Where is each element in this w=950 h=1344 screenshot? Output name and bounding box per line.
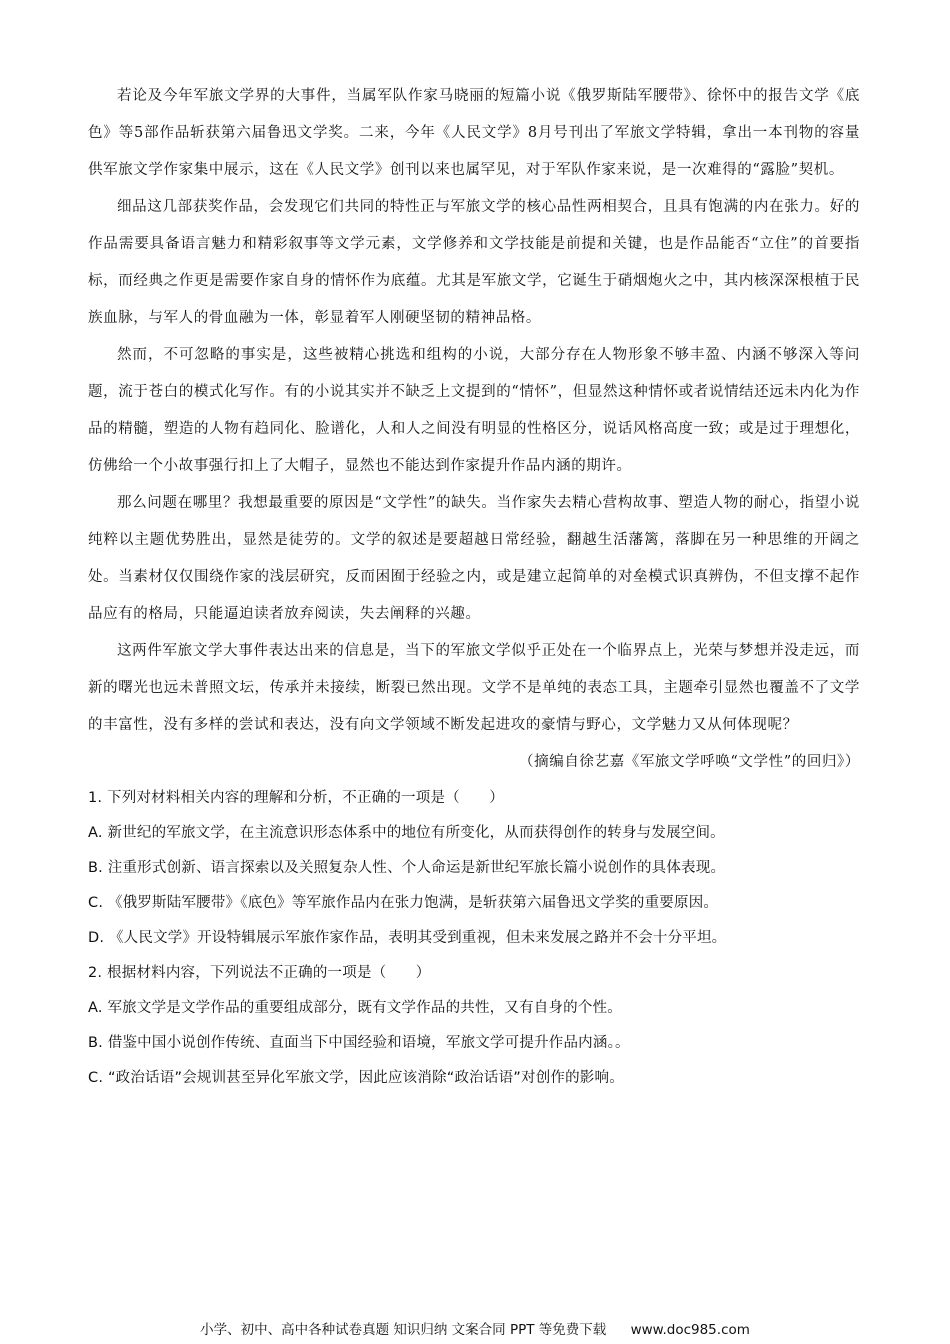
passage-paragraph-5: 这两件军旅文学大事件表达出来的信息是，当下的军旅文学似乎正处在一个临界点上，光荣与梦想并没走远，而新的曙光也远未普照文坛，传承并未接续，断裂已然出现。文学不是单纯的表态工具，主题牵引显然也覆盖不了文学的丰富性，没有多样的尝试和表达，没有向文学领域不断发起进攻的豪情与野心，文学魅力又从何体现呢？	[88, 643, 860, 733]
question-list	[88, 781, 860, 1096]
page-footer	[0, 1318, 950, 1338]
passage-paragraph-2: 细品这几部获奖作品，会发现它们共同的特性正与军旅文学的核心品性两相契合，且具有饱满的内在张力。好的作品需要具备语言魅力和精彩叙事等文学元素，文学修养和文学技能是前提和关键，也是作品能否“立住”的首要指标，而经典之作更是需要作家自身的情怀作为底蕴。尤其是军旅文学，它诞生于硝烟炮火之中，其内核深深根植于民族血脉，与军人的骨血融为一体，彰显着军人刚硬坚韧的精神品格。	[88, 199, 860, 326]
question-option: B. 借鉴中国小说创作传统、直面当下中国经验和语境，军旅文学可提升作品内涵。。	[88, 1035, 630, 1051]
footer-text: 小学、初中、高中各种试卷真题 知识归纳 文案合同 PPT 等免费下载	[200, 1322, 607, 1338]
passage-source: （摘编自徐艺嘉《军旅文学呼唤“文学性”的回归》）	[519, 754, 860, 770]
question-option: A. 新世纪的军旅文学，在主流意识形态体系中的地位有所变化，从而获得创作的转身与发展空间。	[88, 825, 725, 841]
reading-passage	[88, 78, 860, 744]
footer-site-link[interactable]: www.doc985.com	[630, 1322, 750, 1338]
question-2	[88, 956, 860, 1096]
question-option: B. 注重形式创新、语言探索以及关照复杂人性、个人命运是新世纪军旅长篇小说创作的具体表现。	[88, 860, 726, 876]
passage-paragraph-3: 然而，不可忽略的事实是，这些被精心挑选和组构的小说，大部分存在人物形象不够丰盈、内涵不够深入等问题，流于苍白的模式化写作。有的小说其实并不缺乏上文提到的“情怀”，但显然这种情怀或者说情结还远未内化为作品的精髓，塑造的人物有趋同化、脸谱化，人和人之间没有明显的性格区分，说话风格高度一致；或是过于理想化，仿佛给一个小故事强行扣上了大帽子，显然也不能达到作家提升作品内涵的期许。	[88, 347, 860, 474]
passage-paragraph-4: 那么问题在哪里？我想最重要的原因是“文学性”的缺失。当作家失去精心营构故事、塑造人物的耐心，指望小说纯粹以主题优势胜出，显然是徒劳的。文学的叙述是要超越日常经验，翻越生活藩篱，落脚在另一种思维的开阔之处。当素材仅仅围绕作家的浅层研究，反而困囿于经验之内，或是建立起简单的对垒模式识真辨伪，不但支撑不起作品应有的格局，只能逼迫读者放弃阅读，失去阐释的兴趣。	[88, 495, 860, 622]
question-stem: 2. 根据材料内容，下列说法不正确的一项是（ ）	[88, 965, 431, 981]
passage-paragraph-1: 若论及今年军旅文学界的大事件，当属军队作家马晓丽的短篇小说《俄罗斯陆军腰带》、徐怀中的报告文学《底色》等5部作品斩获第六届鲁迅文学奖。二来，今年《人民文学》8月号刊出了军旅文学特辑，拿出一本刊物的容量供军旅文学作家集中展示，这在《人民文学》创刊以来也属罕见，对于军队作家来说，是一次难得的“露脸”契机。	[88, 88, 860, 178]
question-option: C. “政治话语”会规训甚至异化军旅文学，因此应该消除“政治话语”对创作的影响。	[88, 1070, 624, 1086]
question-1	[88, 781, 860, 956]
question-option: A. 军旅文学是文学作品的重要组成部分，既有文学作品的共性，又有自身的个性。	[88, 1000, 622, 1016]
question-stem: 1. 下列对材料相关内容的理解和分析，不正确的一项是（ ）	[88, 790, 504, 806]
exam-page	[88, 78, 860, 1096]
question-option: D. 《人民文学》开设特辑展示军旅作家作品，表明其受到重视，但未来发展之路并不会十分平坦。	[88, 930, 727, 946]
question-option: C. 《俄罗斯陆军腰带》《底色》等军旅作品内在张力饱满，是斩获第六届鲁迅文学奖的重要原因。	[88, 895, 719, 911]
